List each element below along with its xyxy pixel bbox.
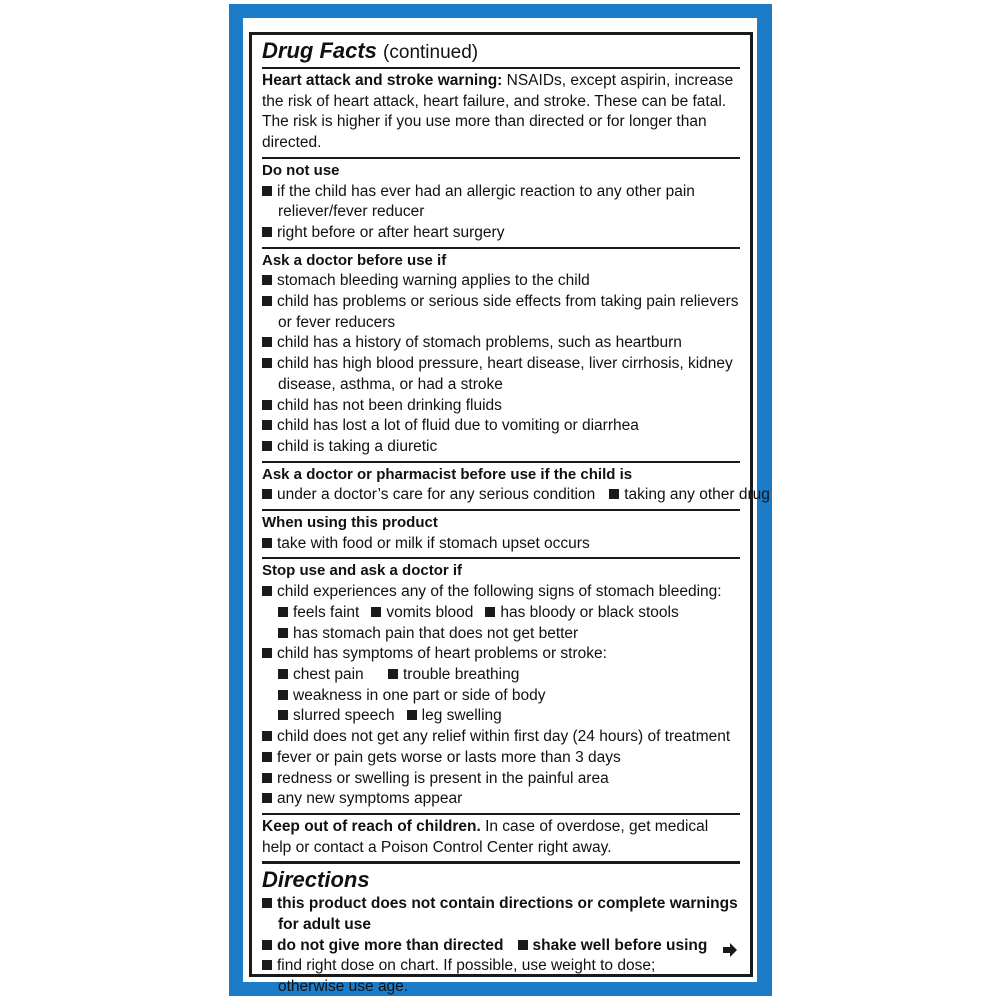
square-bullet-icon <box>371 607 381 617</box>
title-suffix: (continued) <box>383 42 479 63</box>
do-not-use-heading: Do not use <box>262 161 340 179</box>
ask-pharmacist-heading: Ask a doctor or pharmacist before use if the child is <box>262 465 633 483</box>
square-bullet-icon <box>262 960 272 970</box>
list-row <box>262 706 740 727</box>
square-bullet-icon <box>262 752 272 762</box>
square-bullet-icon <box>262 400 272 410</box>
keep-out-label: Keep out of reach of children. <box>262 817 481 835</box>
square-bullet-icon <box>518 940 528 950</box>
drug-facts-title <box>262 37 740 67</box>
square-bullet-icon <box>262 337 272 347</box>
ask-doctor-heading: Ask a doctor before use if <box>262 251 447 269</box>
square-bullet-icon <box>262 441 272 451</box>
keep-out-text: In case of overdose, get medical help or contact a Poison Control Center right away. <box>262 817 709 856</box>
list-item: redness or swelling is present in the painful area <box>262 769 740 790</box>
square-bullet-icon <box>262 489 272 499</box>
list-item: child has a history of stomach problems, such as heartburn <box>262 333 740 354</box>
list-item: fever or pain gets worse or lasts more than 3 days <box>262 748 740 769</box>
square-bullet-icon <box>407 710 417 720</box>
heart-warning-text: NSAIDs, except aspirin, increase the risk of heart attack, heart failure, and stroke. These can be fatal. The risk is higher if you use more than directed or for longer than directed. <box>262 72 734 152</box>
square-bullet-icon <box>262 186 272 196</box>
ask-doctor-section <box>262 247 740 461</box>
list-row <box>262 624 740 645</box>
square-bullet-icon <box>262 731 272 741</box>
when-using-section <box>262 509 740 557</box>
square-bullet-icon <box>262 586 272 596</box>
square-bullet-icon <box>262 940 272 950</box>
ask-pharmacist-section <box>262 461 770 509</box>
list-item: child experiences any of the following signs of stomach bleeding: <box>262 582 740 603</box>
list-item: child has problems or serious side effects from taking pain relievers or fever reducers <box>262 292 740 333</box>
square-bullet-icon <box>262 898 272 908</box>
list-item: has bloody or black stools <box>485 603 678 624</box>
square-bullet-icon <box>278 669 288 679</box>
stop-use-section <box>262 557 740 812</box>
list-item: vomits blood <box>371 603 473 624</box>
heart-warning-section <box>262 67 740 157</box>
square-bullet-icon <box>278 628 288 638</box>
list-row <box>262 936 740 957</box>
square-bullet-icon <box>609 489 619 499</box>
list-item: child has high blood pressure, heart disease, liver cirrhosis, kidney disease, asthma, or had a stroke <box>262 354 740 395</box>
square-bullet-icon <box>262 358 272 368</box>
list-item: chest pain <box>278 665 388 686</box>
stop-use-heading: Stop use and ask a doctor if <box>262 562 463 580</box>
square-bullet-icon <box>278 690 288 700</box>
list-item: take with food or milk if stomach upset occurs <box>262 534 740 555</box>
square-bullet-icon <box>262 773 272 783</box>
list-item: slurred speech <box>278 706 395 727</box>
list-item: if the child has ever had an allergic reaction to any other pain reliever/fever reducer <box>262 182 740 223</box>
square-bullet-icon <box>485 607 495 617</box>
list-item: right before or after heart surgery <box>262 223 740 244</box>
right-arrow-icon <box>722 942 738 958</box>
list-item: any new symptoms appear <box>262 789 740 810</box>
square-bullet-icon <box>278 710 288 720</box>
list-item: under a doctor’s care for any serious condition <box>262 485 595 506</box>
list-row <box>262 485 770 506</box>
square-bullet-icon <box>262 648 272 658</box>
when-using-heading: When using this product <box>262 514 438 532</box>
directions-heading: Directions <box>262 867 370 893</box>
heart-warning-label: Heart attack and stroke warning: <box>262 72 503 89</box>
title-main: Drug Facts <box>262 38 377 63</box>
directions-section <box>262 861 740 1001</box>
keep-out-section <box>262 813 740 861</box>
list-item: this product does not contain directions or complete warnings for adult use <box>262 894 740 935</box>
list-item: child has lost a lot of fluid due to vomiting or diarrhea <box>262 416 740 437</box>
square-bullet-icon <box>262 420 272 430</box>
list-item: weakness in one part or side of body <box>278 686 545 707</box>
list-item: child is taking a diuretic <box>262 437 740 458</box>
list-item: child does not get any relief within first day (24 hours) of treatment <box>262 727 740 748</box>
square-bullet-icon <box>388 669 398 679</box>
list-row <box>262 686 740 707</box>
list-item: do not give more than directed <box>262 936 504 957</box>
square-bullet-icon <box>278 607 288 617</box>
list-item: stomach bleeding warning applies to the child <box>262 271 740 292</box>
list-item: child has not been drinking fluids <box>262 396 740 417</box>
square-bullet-icon <box>262 227 272 237</box>
list-item: find right dose on chart. If possible, use weight to dose; otherwise use age. <box>262 956 740 997</box>
list-row <box>262 665 740 686</box>
square-bullet-icon <box>262 538 272 548</box>
square-bullet-icon <box>262 296 272 306</box>
list-item: trouble breathing <box>388 665 519 686</box>
list-row <box>262 603 740 624</box>
square-bullet-icon <box>262 793 272 803</box>
do-not-use-section <box>262 157 740 247</box>
list-item: child has symptoms of heart problems or stroke: <box>262 644 740 665</box>
square-bullet-icon <box>262 275 272 285</box>
list-item: feels faint <box>278 603 359 624</box>
drug-facts-box <box>249 32 770 996</box>
list-item: shake well before using <box>518 936 708 957</box>
list-item: taking any other drug <box>609 485 770 506</box>
list-item: leg swelling <box>407 706 502 727</box>
list-item: has stomach pain that does not get better <box>278 624 578 645</box>
